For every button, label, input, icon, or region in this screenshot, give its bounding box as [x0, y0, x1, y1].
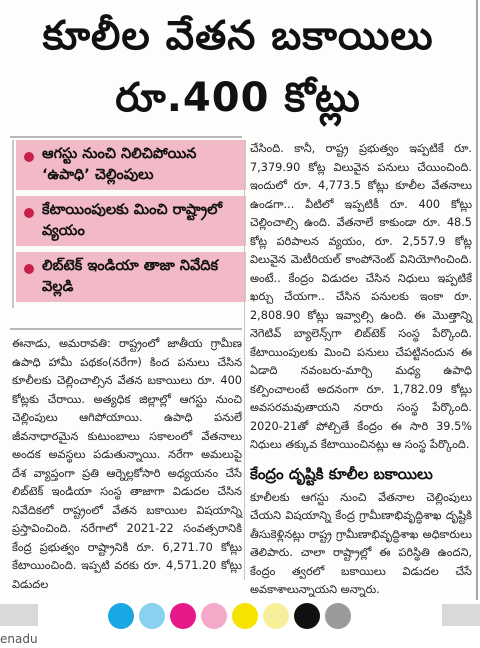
body-paragraph: కూలీలకు ఆగస్టు నుంచి వేతనాల చెల్లింపులు చేయని విషయాన్ని కేంద్ర గ్రామీణాభివృద్ధిశాఖ దృష్టికి తీసుకెళ్లినట్లు రాష్ట్ర గ్రామీణాభివృద్ధిశాఖ అధికారులు తెలిపారు. చాలా రాష్ట్రాల్లో ఈ పరిస్థితి ఉందని, కేంద్రం త్వరలో బకాయిలు విడుదల చేసే అవకాశాలున్నాయని అన్నారు. [250, 490, 472, 596]
registration-dot-icon [325, 603, 351, 629]
column-divider [244, 140, 245, 580]
highlight-text: లిబ్‌టెక్ ఇండియా తాజా నివేదిక వెల్లడి [42, 258, 219, 295]
scan-edge [0, 604, 38, 626]
subheading: కేంద్రం దృష్టికి కూలీల బకాయిలు [250, 464, 433, 483]
registration-dot-icon [263, 603, 289, 629]
registration-dot-icon [139, 603, 165, 629]
body-column-left [12, 335, 242, 594]
registration-dot-icon [170, 603, 196, 629]
highlight-text: కేటాయింపులకు మించి రాష్ట్రాలో వ్యయం [42, 202, 223, 239]
bullet-icon [24, 152, 34, 162]
headline-line-1: కూలీల వేతన బకాయిలు [42, 13, 434, 59]
registration-dot-icon [294, 603, 320, 629]
headline-line-2: రూ.400 కోట్లు [115, 75, 361, 121]
registration-dot-icon [108, 603, 134, 629]
registration-dot-icon [232, 603, 258, 629]
highlights-box [12, 140, 246, 308]
highlight-text: ఆగస్టు నుంచి నిలిచిపోయిన ‘ఉపాధి’ చెల్లింపులు [42, 146, 197, 183]
bullet-icon [24, 208, 34, 218]
body-column-right [250, 140, 472, 600]
registration-dot-icon [201, 603, 227, 629]
highlight-item [16, 140, 246, 190]
source-label: enadu [0, 632, 38, 646]
bullet-icon [24, 264, 34, 274]
body-paragraph: ఈనాడు, అమరావతి: రాష్ట్రంలో జాతీయ గ్రామీణ ఉపాధి హామీ పథకం(నరేగా) కింద పనులు చేసిన కూలీలకు చెల్లించాల్సిన వేతన బకాయిలు రూ. 400 కోట్లకు చేరాయి. అత్యధిక జిల్లాల్లో ఆగస్టు నుంచి చెల్లింపులు ఆగిపోయాయి. ఉపాధి పనులే జీవనాధారమైన కుటుంబాలు సకాలంలో వేతనాలు అందక అవస్థలు పడుతున్నాయి. నరేగా అమలుపై దేశ వ్యాప్తంగా ప్రతి ఆర్నెల్లకోసారి అధ్యయనం చేసే లిబ్‌టెక్ ఇండియా సంస్థ తాజాగా విడుదల చేసిన నివేదికలో రాష్ట్రంలో వేతన బకాయిల విషయాన్ని ప్రస్తావించింది. నరేగాలో 2021-22 సంవత్సరానికి కేంద్ర ప్రభుత్వం రాష్ట్రానికి రూ. 6,271.70 కోట్లు కేటాయించింది. ఇప్పటి వరకు రూ. 4,571.20 కోట్లు విడుదల [12, 337, 242, 591]
registration-color-bar [108, 603, 408, 631]
divider [10, 136, 242, 138]
scan-edge [442, 604, 480, 626]
divider [10, 328, 242, 330]
highlight-item [16, 196, 246, 246]
body-paragraph: చేసింది. కానీ, రాష్ట్ర ప్రభుత్వం ఇప్పటికే రూ. 7,379.90 కోట్ల విలువైన పనులు చేయించింది. ఇందులో రూ. 4,773.5 కోట్లు కూలీల వేతనాలు ఉండగా... వీటిలో ఇప్పటికీ రూ. 400 కోట్లు చెల్లించాల్సి ఉంది. వేతనాలే కాకుండా రూ. 48.5 కోట్ల పరిపాలన వ్యయం, రూ. 2,557.9 కోట్ల విలువైన మెటీరియల్ కాంపోనెంట్ వినియోగించింది. అంటే.. కేంద్రం విడుదల చేసిన నిధులు ఇప్పటికే ఖర్చు చేయగా.. చేసిన పనులకు ఇంకా రూ. 2,808.90 కోట్లు ఇవ్వాల్సి ఉంది. ఈ మొత్తాన్ని నెగెటివ్ బ్యాలెన్స్‌గా లిబ్‌టెక్ సంస్థ పేర్కొంది. కేటాయింపులకు మించి పనులు చేపట్టినందున ఈ ఏడాది నవంబరు-మార్చి మధ్య ఉపాధి కల్పించాలంటే అదనంగా రూ. 1,782.09 కోట్లు అవసరమవుతాయని నరారు సంస్థ పేర్కొంది. 2020-21తో పోల్చితే కేంద్రం ఈ సారి 39.5% నిధులు తక్కువ కేటాయించినట్లు ఆ సంస్థ పేర్కొంది. [250, 142, 472, 451]
highlight-item [16, 252, 246, 302]
